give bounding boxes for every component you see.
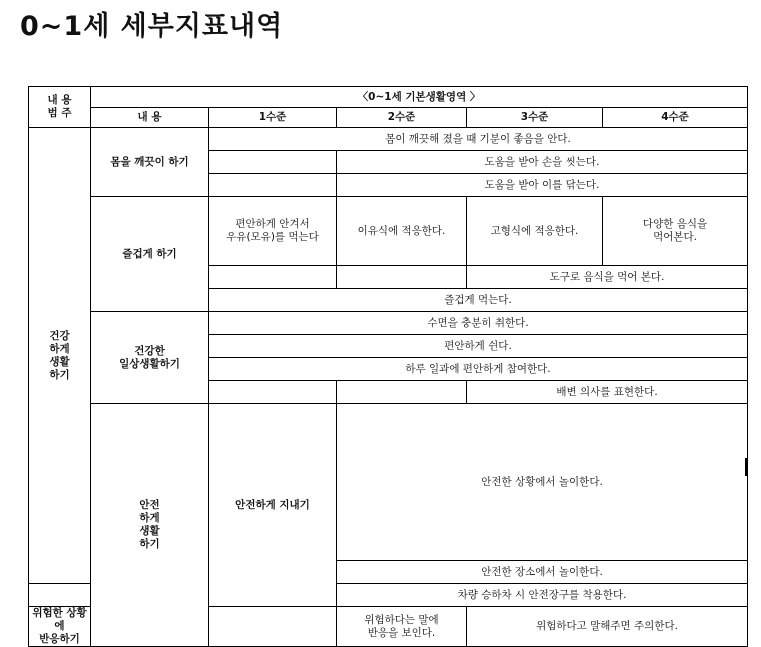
edge-marker bbox=[745, 458, 748, 476]
clean-row-3: 도움을 받아 이를 닦는다. bbox=[337, 174, 748, 197]
eat-row-3: 즐겁게 먹는다. bbox=[209, 289, 748, 312]
content-daily: 건강한 일상생활하기 bbox=[91, 312, 209, 404]
category-safety: 안전 하게 생활 하기 bbox=[91, 404, 209, 647]
page-title: 0~1세 세부지표내역 bbox=[20, 11, 284, 42]
header-level-2: 2수준 bbox=[337, 108, 467, 128]
daily-row-1: 수면을 충분히 취한다. bbox=[209, 312, 748, 335]
daily-row-2: 편안하게 쉰다. bbox=[209, 335, 748, 358]
daily-row-4-empty-1 bbox=[209, 381, 337, 404]
danger-level-1-empty bbox=[209, 607, 337, 647]
content-danger: 위험한 상황에 반응하기 bbox=[29, 607, 91, 647]
eat-row-2: 도구로 음식을 먹어 본다. bbox=[467, 266, 748, 289]
eat-row-2-empty-1 bbox=[209, 266, 337, 289]
eat-level-3: 고형식에 적응한다. bbox=[467, 197, 603, 266]
eat-level-4: 다양한 음식을 먹어본다. bbox=[603, 197, 748, 266]
danger-level-2: 위험하다는 말에 반응을 보인다. bbox=[337, 607, 467, 647]
safe-row-2: 안전한 장소에서 놀이한다. bbox=[337, 561, 748, 584]
header-category: 내 용 범 주 bbox=[29, 87, 91, 128]
safe-row-3: 차량 승하차 시 안전장구를 착용한다. bbox=[337, 584, 748, 607]
daily-row-4: 배변 의사를 표현한다. bbox=[467, 381, 748, 404]
eat-level-1: 편안하게 안겨서 우유(모유)를 먹는다 bbox=[209, 197, 337, 266]
header-content: 내 용 bbox=[91, 108, 209, 128]
indicator-table bbox=[28, 86, 748, 647]
eat-row-2-empty-2 bbox=[337, 266, 467, 289]
header-level-4: 4수준 bbox=[603, 108, 748, 128]
category-health: 건강 하게 생활 하기 bbox=[29, 128, 91, 584]
clean-row-1: 몸이 깨끗해 졌을 때 기분이 좋음을 안다. bbox=[209, 128, 748, 151]
daily-row-4-empty-2 bbox=[337, 381, 467, 404]
danger-level-34: 위험하다고 말해주면 주의한다. bbox=[467, 607, 748, 647]
header-level-1: 1수준 bbox=[209, 108, 337, 128]
header-level-3: 3수준 bbox=[467, 108, 603, 128]
clean-row-3-empty bbox=[209, 174, 337, 197]
daily-row-3: 하루 일과에 편안하게 참여한다. bbox=[209, 358, 748, 381]
header-banner: 〈0~1세 기본생활영역 〉 bbox=[91, 87, 748, 108]
clean-row-2: 도움을 받아 손을 씻는다. bbox=[337, 151, 748, 174]
safe-row-3-empty bbox=[29, 584, 91, 607]
eat-level-2: 이유식에 적응한다. bbox=[337, 197, 467, 266]
safe-row-1a: 안전한 상황에서 놀이한다. bbox=[337, 404, 748, 561]
clean-row-2-empty bbox=[209, 151, 337, 174]
content-eat: 즐겁게 하기 bbox=[91, 197, 209, 312]
content-clean: 몸을 깨끗이 하기 bbox=[91, 128, 209, 197]
content-safe: 안전하게 지내기 bbox=[209, 404, 337, 607]
